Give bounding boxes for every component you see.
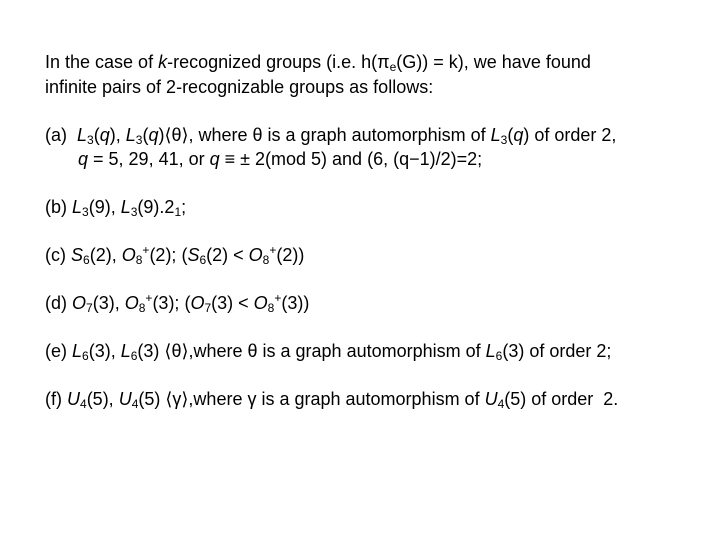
intro-line-2: infinite pairs of 2-recognizable groups as follows: — [45, 77, 434, 97]
item-d: (d) $O_7(3)$, $O_8^+(3)$; $(O_7(3) < O_8^+(3))$ — [45, 291, 310, 315]
item-a-line-1: (a) $L_3(q)$, $L_3(q)⟨\theta⟩$, where θ is a graph automorphism of $L_3(q)$ of order 2, — [45, 125, 617, 147]
item-a-line-2: q = 5, 29, 41, or q ≡ ± 2(mod 5) and (6, (q−1)/2)=2; — [78, 149, 483, 169]
item-f: (f) $U_4(5)$, $U_4(5)$ ⟨γ⟩,where γ is a graph automorphism of $U_4(5)$ of order 2. — [45, 389, 619, 411]
item-e: (e) $L_6(3)$, $L_6(3)$ ⟨θ⟩,where θ is a graph automorphism of $L_6(3)$ of order 2; — [45, 341, 612, 363]
item-c: (c) $S_6(2)$, $O_8^+(2)$; $(S_6(2) < O_8^+(2))$ — [45, 243, 305, 267]
intro-line-1: In the case of k-recognized groups (i.e. $h(\pi_e(G)) = k$), we have found — [45, 52, 591, 74]
item-b: (b) $L_3(9)$, $L_3(9).2_1$; — [45, 197, 187, 219]
